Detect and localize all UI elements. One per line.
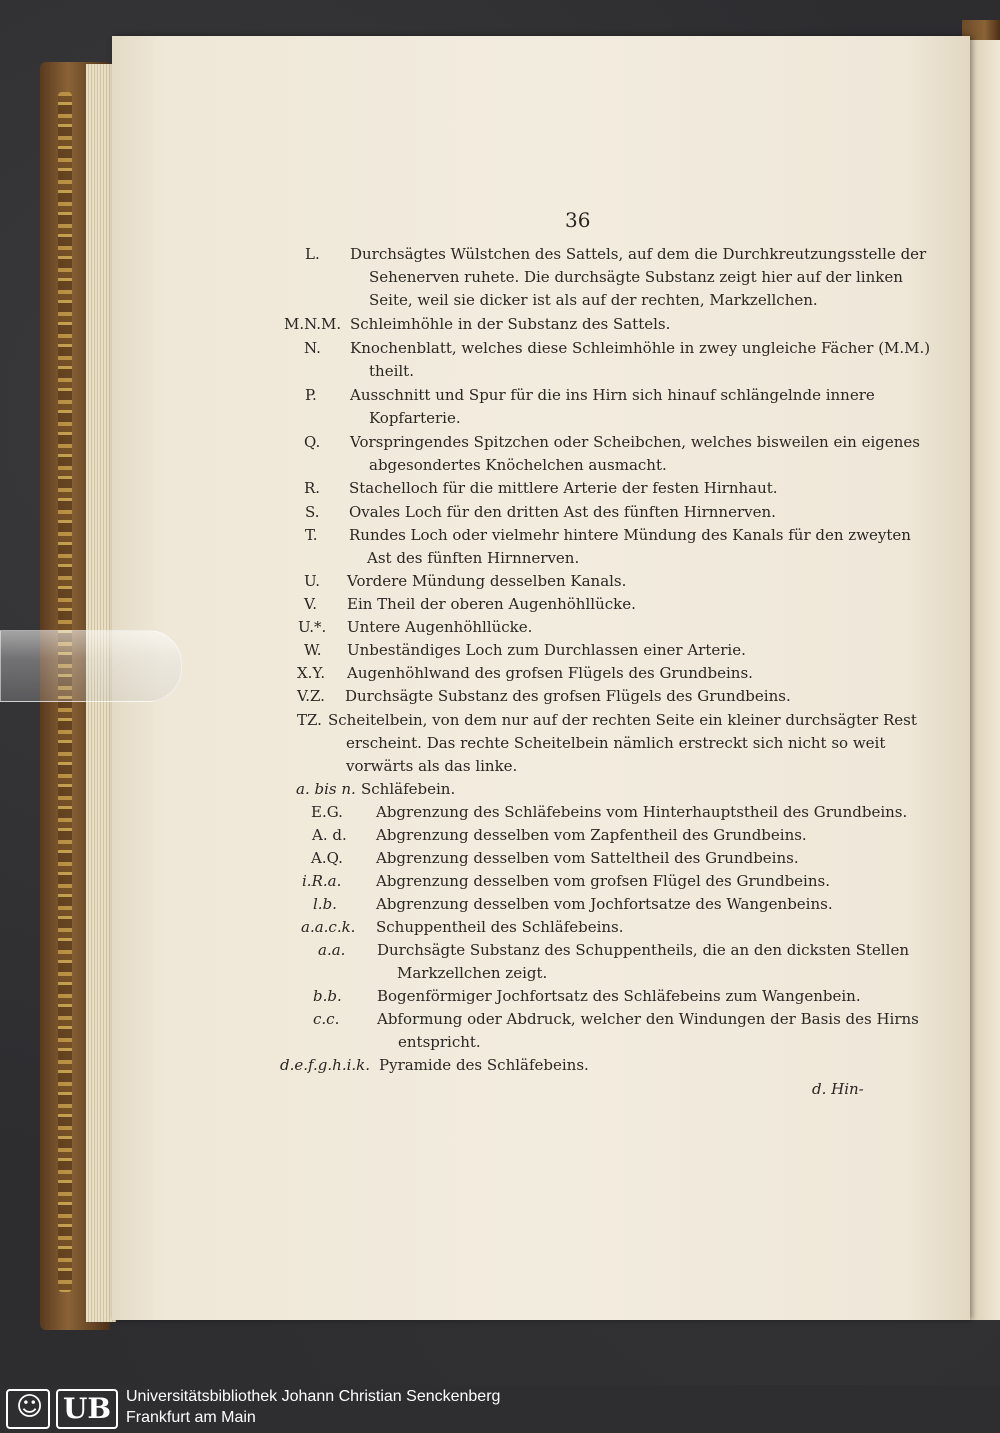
next-page-edge <box>966 40 1000 1320</box>
entry-text: Schleimhöhle in der Substanz des Sattels. <box>350 315 671 333</box>
entry-key: d.e.f.g.h.i.k. <box>280 1056 371 1074</box>
entry-text: Seite, weil sie dicker ist als auf der rechten, Markzellchen. <box>369 291 818 309</box>
page-number: 36 <box>565 208 591 232</box>
entry-text: Ast des fünften Hirnnerven. <box>367 549 580 567</box>
entry-text: Rundes Loch oder vielmehr hintere Mündung des Kanals für den zweyten <box>349 526 911 544</box>
entry-key: L. <box>305 245 320 263</box>
entry-text: Durchsägte Substanz des Schuppentheils, die an den dicksten Stellen <box>377 941 910 959</box>
entry-key: Q. <box>304 433 321 451</box>
entry-key: E.G. <box>311 803 343 821</box>
entry-key: l.b. <box>313 895 337 913</box>
entry-text: Knochenblatt, welches diese Schleimhöhle in zwey ungleiche Fächer (M.M.) <box>350 339 931 357</box>
entry-key: N. <box>304 339 321 357</box>
entry-key: U.*. <box>298 618 327 636</box>
entry-text: Abformung oder Abdruck, welcher den Windungen der Basis des Hirns <box>377 1010 919 1028</box>
entry-text: Vordere Mündung desselben Kanals. <box>347 572 627 590</box>
entry-text: vorwärts als das linke. <box>346 757 518 775</box>
entry-text: erscheint. Das rechte Scheitelbein nämlich erstreckt sich nicht so weit <box>346 734 886 752</box>
entry-text: Durchsägtes Wülstchen des Sattels, auf dem die Durchkreutzungsstelle der <box>350 245 927 263</box>
entry-key: a.a. <box>318 941 346 959</box>
entry-key: W. <box>304 641 322 659</box>
library-name: Universitätsbibliothek Johann Christian Senckenberg <box>126 1388 501 1405</box>
entry-text: Scheitelbein, von dem nur auf der rechten Seite ein kleiner durchsägter Rest <box>328 711 917 729</box>
entry-text: Ovales Loch für den dritten Ast des fünften Hirnnerven. <box>349 503 776 521</box>
entry-text: Abgrenzung desselben vom Satteltheil des Grundbeins. <box>376 849 799 867</box>
entry-text: Unbeständiges Loch zum Durchlassen einer Arterie. <box>347 641 746 659</box>
entry-key: a. bis n. <box>296 780 356 798</box>
entry-key: A. d. <box>312 826 347 844</box>
entry-key: b.b. <box>313 987 342 1005</box>
entry-key: i.R.a. <box>302 872 342 890</box>
entry-key: P. <box>305 386 317 404</box>
entry-text: Ausschnitt und Spur für die ins Hirn sich hinauf schlängelnde innere <box>350 386 875 404</box>
catchword: d. Hin- <box>812 1080 864 1098</box>
entry-key: T. <box>305 526 318 544</box>
entry-text: Abgrenzung des Schläfebeins vom Hinterhauptstheil des Grundbeins. <box>376 803 908 821</box>
entry-text: Pyramide des Schläfebeins. <box>379 1056 589 1074</box>
entry-key: V. <box>304 595 317 613</box>
entry-text: Ein Theil der oberen Augenhöhllücke. <box>347 595 636 613</box>
entry-text: Schuppentheil des Schläfebeins. <box>376 918 624 936</box>
entry-key: A.Q. <box>311 849 343 867</box>
footer-bar <box>0 1385 1000 1433</box>
logo-text: UB <box>56 1389 118 1429</box>
entry-key: TZ. <box>297 711 322 729</box>
entry-text: Bogenförmiger Jochfortsatz des Schläfebeins zum Wangenbein. <box>377 987 861 1005</box>
entry-text: Kopfarterie. <box>369 409 461 427</box>
entry-text: Augenhöhlwand des grofsen Flügels des Grundbeins. <box>347 664 753 682</box>
entry-key: V.Z. <box>297 687 325 705</box>
entry-text: Abgrenzung desselben vom grofsen Flügel des Grundbeins. <box>376 872 830 890</box>
entry-key: c.c. <box>313 1010 340 1028</box>
entry-text: Stachelloch für die mittlere Arterie der festen Hirnhaut. <box>349 479 778 497</box>
entry-key: U. <box>304 572 321 590</box>
entry-key: M.N.M. <box>284 315 342 333</box>
entry-key: R. <box>304 479 321 497</box>
entry-text: theilt. <box>369 362 414 380</box>
entry-text: entspricht. <box>398 1033 481 1051</box>
glass-clamp <box>0 630 182 702</box>
entry-text: Schläfebein. <box>361 780 456 798</box>
entry-text: Abgrenzung desselben vom Jochfortsatze des Wangenbeins. <box>376 895 833 913</box>
entry-text: Abgrenzung desselben vom Zapfentheil des Grundbeins. <box>376 826 807 844</box>
entry-text: Vorspringendes Spitzchen oder Scheibchen, welches bisweilen ein eigenes <box>350 433 920 451</box>
entry-text: abgesondertes Knöchelchen ausmacht. <box>369 456 667 474</box>
entry-key: S. <box>305 503 320 521</box>
library-city: Frankfurt am Main <box>126 1409 256 1426</box>
entry-text: Durchsägte Substanz des grofsen Flügels des Grundbeins. <box>345 687 791 705</box>
entry-text: Untere Augenhöhllücke. <box>347 618 533 636</box>
entry-key: a.a.c.k. <box>301 918 356 936</box>
entry-text: Sehenerven ruhete. Die durchsägte Substanz zeigt hier auf der linken <box>369 268 903 286</box>
library-logo[interactable] <box>6 1389 118 1429</box>
portrait-icon: ☺ <box>6 1389 50 1429</box>
entry-key: X.Y. <box>297 664 326 682</box>
entry-text: Markzellchen zeigt. <box>397 964 548 982</box>
